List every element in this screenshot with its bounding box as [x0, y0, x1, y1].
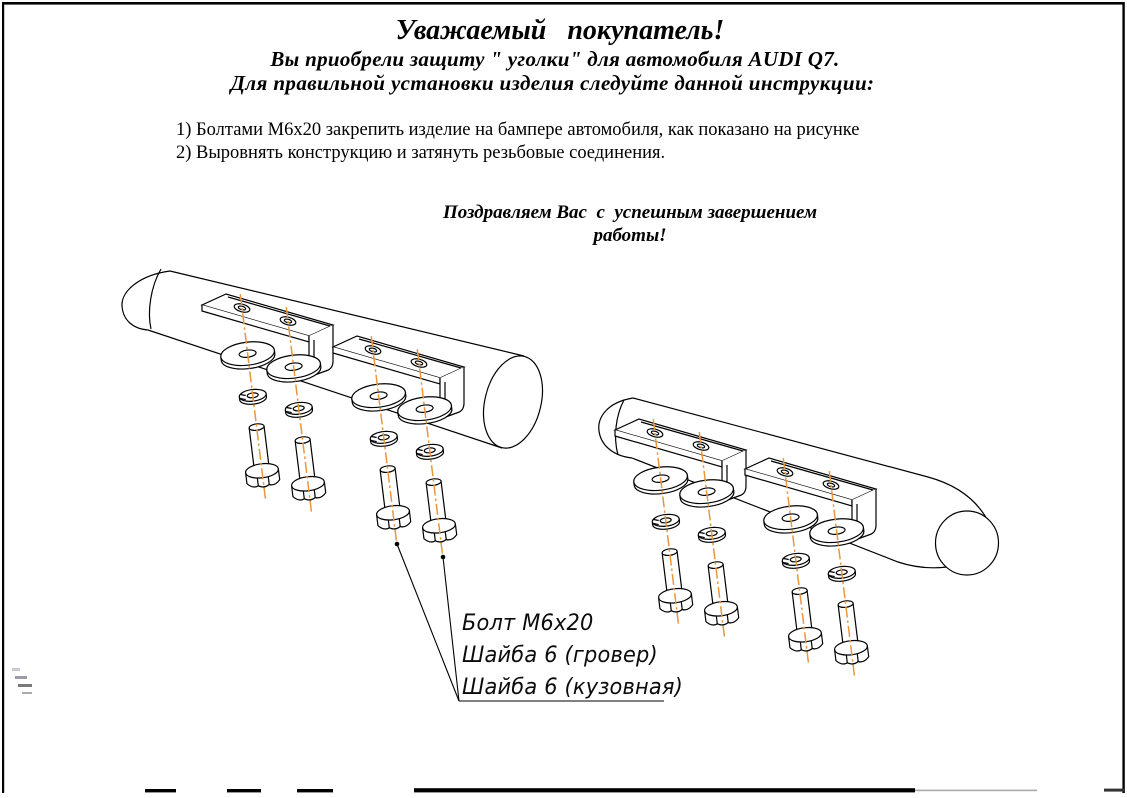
page-title: Уважаемый покупатель! — [395, 15, 725, 46]
left-assembly — [122, 269, 552, 560]
leader-line-1 — [397, 544, 459, 701]
instruction-step-1: 1) Болтами М6х20 закрепить изделие на бампере автомобиля, как показано на рисунке — [176, 120, 860, 140]
tube-left — [122, 269, 552, 454]
congrats-line-2: работы! — [593, 225, 667, 246]
end-cap-seam — [149, 269, 161, 329]
end-cap — [122, 271, 170, 330]
left-edge-scan-smudge — [12, 668, 32, 694]
instruction-step-2: 2) Выровнять конструкцию и затянуть резьбовые соединения. — [176, 143, 666, 163]
bottom-scan-artifacts — [145, 788, 1124, 792]
part-callouts — [462, 608, 683, 704]
callout-bolt: Болт М6х20 — [462, 611, 594, 636]
page-subtitle-1: Вы приобрели защиту " уголки" для автомобиля AUDI Q7. — [270, 47, 840, 71]
callout-body-washer: Шайба 6 (кузовная) — [462, 675, 684, 700]
congrats-line-1: Поздравляем Вас с успешным завершением — [442, 202, 818, 223]
callout-lock-washer: Шайба 6 (гровер) — [462, 643, 658, 668]
page-subtitle-2: Для правильной установки изделия следуйте данной инструкции: — [230, 71, 875, 95]
